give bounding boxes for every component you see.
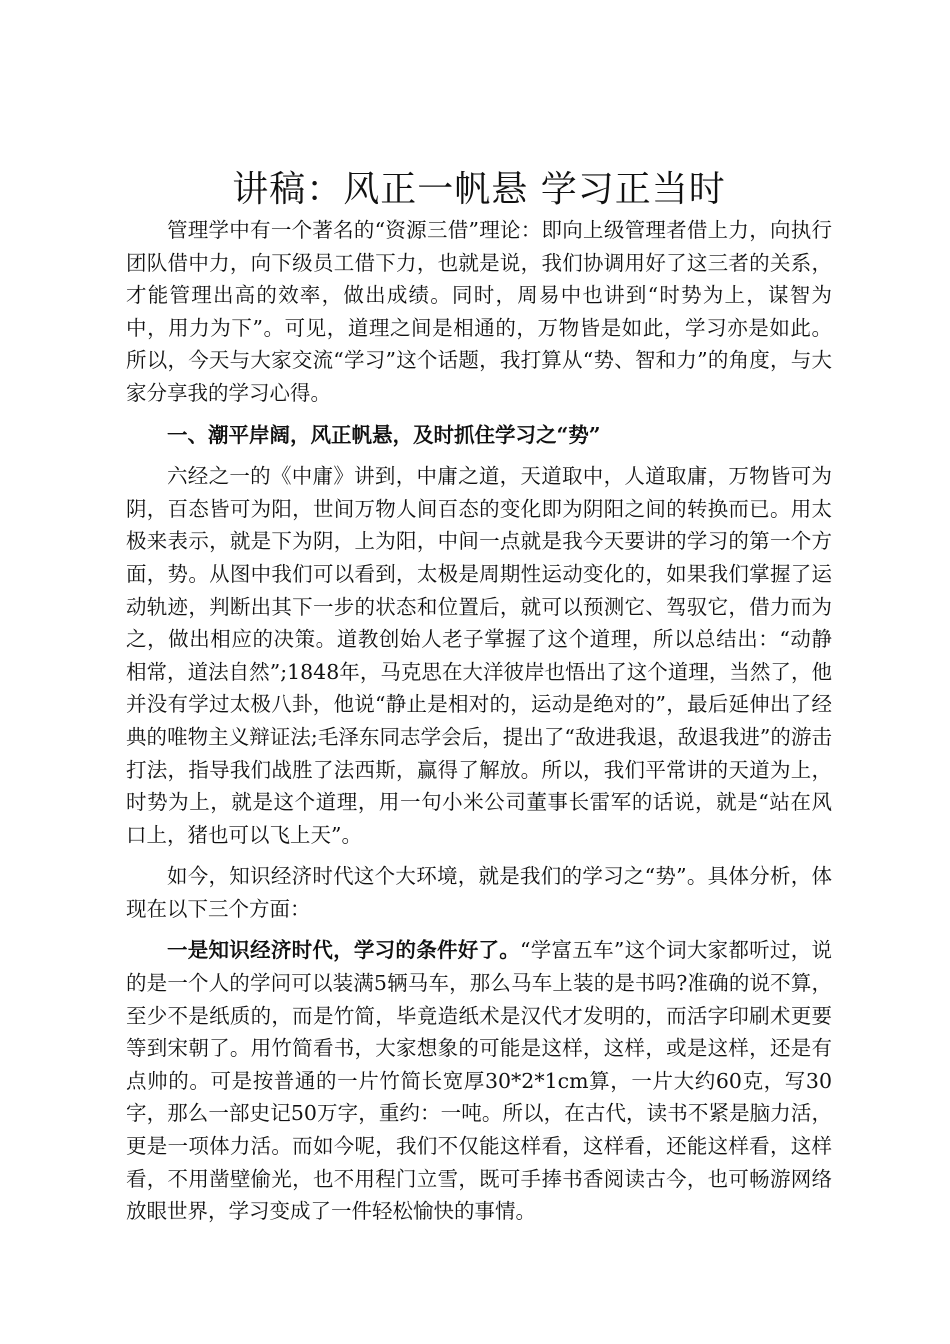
spacer [126, 451, 832, 460]
document-page [126, 168, 832, 1228]
spacer [126, 851, 832, 860]
section-paragraph-1: 六经之一的《中庸》讲到，中庸之道，天道取中，人道取庸，万物皆可为阴，百态皆可为阳，世间万物人间百态的变化即为阴阳之间的转换而已。用太极来表示，就是下为阴，上为阳，中间一点就是我今天要讲的学习的第一个方面，势。从图中我们可以看到，太极是周期性运动变化的，如果我们掌握了运动轨迹，判断出其下一步的状态和位置后，就可以预测它、驾驭它，借力而为之，做出相应的决策。道教创始人老子掌握了这个道理，所以总结出：“动静相常，道法自然”;1848年，马克思在大洋彼岸也悟出了这个道理，当然了，他并没有学过太极八卦，他说“静止是相对的，运动是绝对的”，最后延伸出了经典的唯物主义辩证法;毛泽东同志学会后，提出了“敌进我退，敌退我进”的游击打法，指导我们战胜了法西斯，赢得了解放。所以，我们平常讲的天道为上，时势为上，就是这个道理，用一句小米公司董事长雷军的话说，就是“站在风口上，猪也可以飞上天”。 [126, 464, 832, 847]
section-heading: 一、潮平岸阔，风正帆悬，及时抓住学习之“势” [167, 422, 601, 447]
point-body: “学富五车”这个词大家都听过，说的是一个人的学问可以装满5辆马车，那么马车上装的是书吗?准确的说不算，至少不是纸质的，而是竹简，毕竟造纸术是汉代才发明的，而活字印刷术更要等到宋朝了。用竹简看书，大家想象的可能是这样，这样，或是这样，还是有点帅的。可是按普通的一片竹简长宽厚30*2*1cm算，一片大约60克，写30字，那么一部史记50万字，重约：一吨。所以，在古代，读书不紧是脑力活，更是一项体力活。而如今呢，我们不仅能这样看，这样看，还能这样看，这样看，不用凿壁偷光，也不用程门立雪，既可手捧书香阅读古今，也可畅游网络放眼世界，学习变成了一件轻松愉快的事情。 [126, 938, 832, 1224]
spacer [126, 925, 832, 934]
document-title: 讲稿：风正一帆悬 学习正当时 [232, 169, 726, 210]
point-paragraph-1 [126, 934, 832, 1227]
section-paragraph-2: 如今，知识经济时代这个大环境，就是我们的学习之“势”。具体分析，体现在以下三个方面： [126, 864, 832, 921]
spacer [126, 410, 832, 419]
intro-paragraph: 管理学中有一个著名的“资源三借”理论：即向上级管理者借上力，向执行团队借中力，向下级员工借下力，也就是说，我们协调用好了这三者的关系，才能管理出高的效率，做出成绩。同时，周易中也讲到“时势为上，谋智为中，用力为下”。可见，道理之间是相通的，万物皆是如此，学习亦是如此。所以，今天与大家交流“学习”这个话题，我打算从“势、智和力”的角度，与大家分享我的学习心得。 [126, 218, 832, 405]
point-lead: 一是知识经济时代，学习的条件好了。 [167, 938, 521, 963]
